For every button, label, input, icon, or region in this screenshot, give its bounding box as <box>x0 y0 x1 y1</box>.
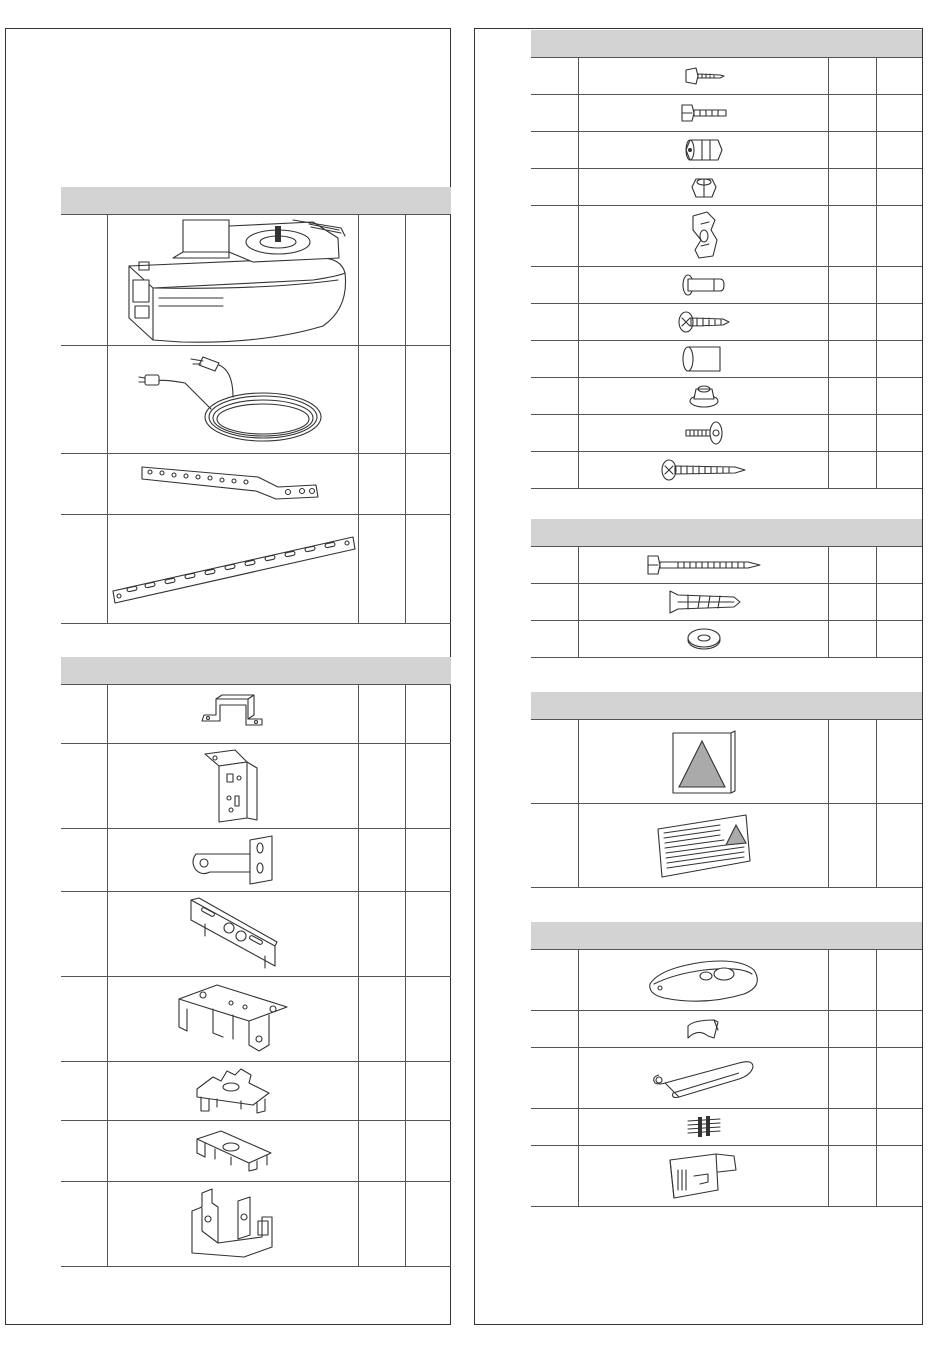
instruction-card-icon <box>579 804 828 887</box>
motor-housing-icon <box>108 215 358 345</box>
flange-nut-icon <box>579 378 828 414</box>
parts-row <box>61 685 451 744</box>
parts-row <box>531 621 922 657</box>
parts-row <box>531 452 922 488</box>
pin-icon <box>579 267 828 303</box>
parts-row <box>531 1011 922 1048</box>
u-channel-bracket-icon <box>108 1182 358 1266</box>
remote-transmitter-icon <box>579 950 828 1010</box>
parts-row <box>531 804 922 887</box>
wall-mounting-parts-table <box>531 519 922 658</box>
u-bracket-icon <box>108 685 358 743</box>
parts-row <box>61 829 451 892</box>
parts-row <box>531 206 922 267</box>
parts-row <box>531 547 922 584</box>
table-header <box>531 922 922 950</box>
lock-nut-icon <box>579 169 828 205</box>
spacer-sleeve-icon <box>579 132 828 168</box>
motor-unit-parts-table <box>61 187 451 624</box>
parts-row <box>531 132 922 169</box>
slotted-bracket-icon <box>108 892 358 976</box>
parts-row <box>61 1062 451 1121</box>
ceiling-bracket-icon <box>108 977 358 1061</box>
parts-row <box>61 215 451 346</box>
wall-plug-icon <box>579 584 828 620</box>
parts-row <box>61 515 451 623</box>
parts-row <box>531 720 922 804</box>
parts-row <box>61 346 451 454</box>
hex-bolt-icon <box>579 95 828 131</box>
angle-bracket-icon <box>108 744 358 828</box>
door-arm-icon <box>108 454 358 514</box>
jumper-pins-icon <box>579 1109 828 1145</box>
carriage-clip-icon <box>108 1062 358 1120</box>
parts-row <box>531 584 922 621</box>
parts-row <box>531 415 922 452</box>
parts-row <box>531 1146 922 1206</box>
lag-screw-icon <box>579 547 828 583</box>
table-header <box>61 657 451 685</box>
parts-row <box>531 267 922 304</box>
parts-row <box>531 1048 922 1109</box>
parts-row <box>61 744 451 829</box>
parts-row <box>531 950 922 1011</box>
parts-row <box>531 169 922 206</box>
receiver-module-icon <box>579 1146 828 1206</box>
washer-screw-icon <box>579 415 828 451</box>
table-header <box>531 519 922 547</box>
parts-row <box>531 304 922 341</box>
rail-clip-icon <box>108 1121 358 1181</box>
parts-row <box>61 892 451 977</box>
parts-row <box>61 1121 451 1182</box>
parts-row <box>61 977 451 1062</box>
table-header <box>61 187 451 215</box>
l-bracket-icon <box>108 829 358 891</box>
power-cable-icon <box>108 346 358 453</box>
warning-label-icon <box>579 720 828 803</box>
parts-row <box>61 454 451 515</box>
table-header <box>531 692 922 720</box>
parts-row <box>531 378 922 415</box>
phillips-screw-icon <box>579 304 828 340</box>
parts-row <box>531 1109 922 1146</box>
wood-screw-icon <box>579 452 828 488</box>
table-header <box>531 30 922 58</box>
hex-self-tapping-screw-icon <box>579 58 828 94</box>
spring-clip-icon <box>579 206 828 266</box>
perforated-strap-icon <box>108 515 358 623</box>
flat-washer-icon <box>579 621 828 657</box>
sleeve-icon <box>579 341 828 377</box>
fastener-parts-table <box>531 30 922 489</box>
label-parts-table <box>531 692 922 888</box>
parts-row <box>61 1182 451 1266</box>
visor-clip-icon <box>579 1048 828 1108</box>
parts-row <box>531 341 922 378</box>
parts-row <box>531 58 922 95</box>
remote-parts-table <box>531 922 922 1207</box>
parts-row <box>531 95 922 132</box>
battery-cover-icon <box>579 1011 828 1047</box>
bracket-parts-table <box>61 657 451 1267</box>
